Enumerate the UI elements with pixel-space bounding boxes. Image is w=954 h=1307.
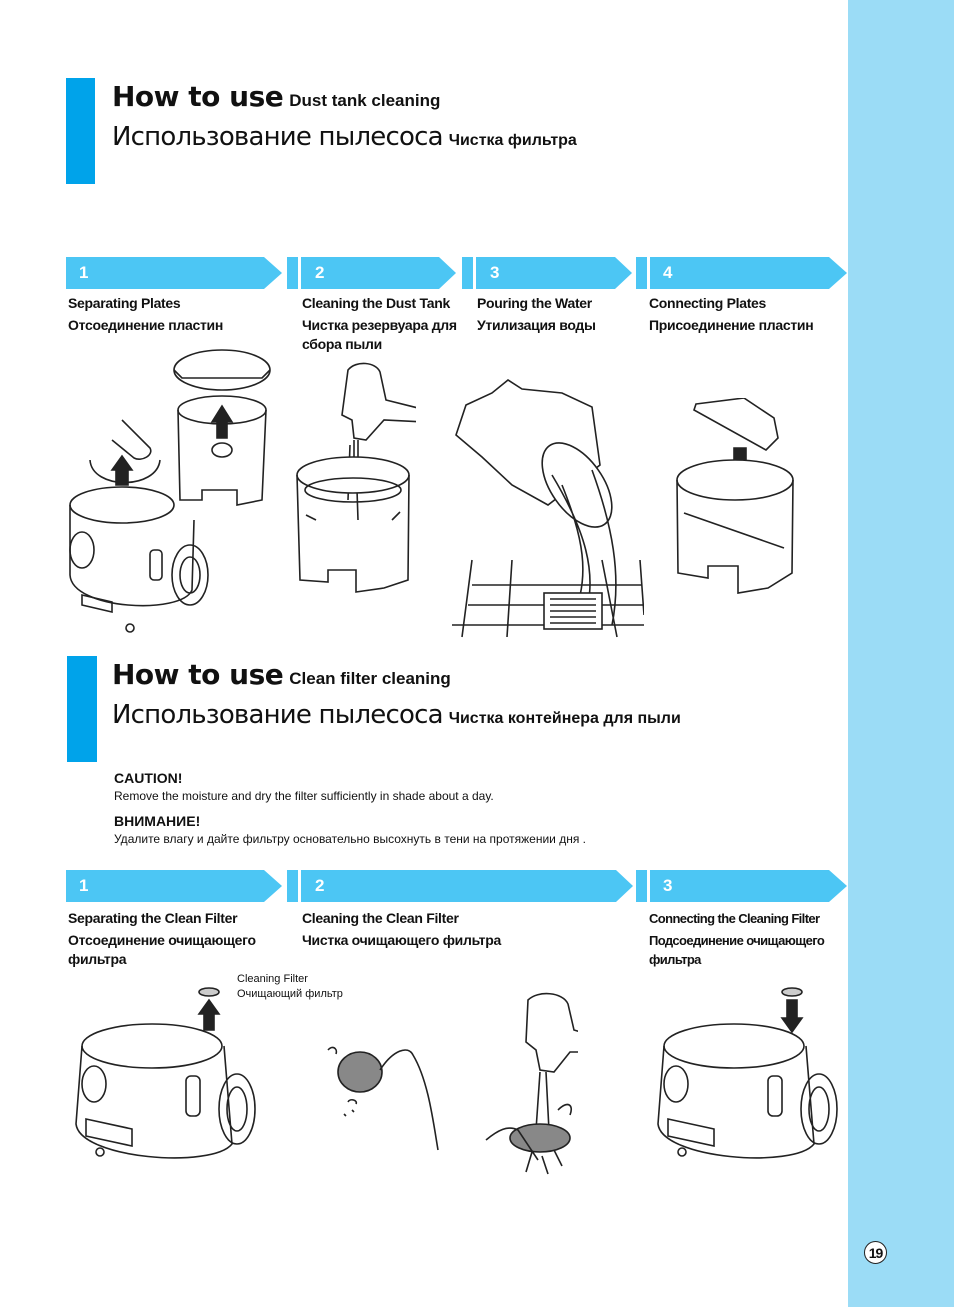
caption-en: Pouring the Water — [477, 295, 592, 311]
illustration-connecting-filter — [652, 984, 844, 1174]
s1-step-2-caption — [302, 294, 462, 354]
s1-step-4-banner — [636, 257, 847, 289]
section2-title-en — [112, 658, 451, 691]
s1-step-1-banner — [66, 257, 282, 289]
step-number: 1 — [79, 263, 89, 282]
illustration-pouring-water — [452, 375, 644, 640]
howto-heading: How to use — [112, 658, 284, 691]
step-number: 2 — [315, 263, 325, 282]
illustration-separating-filter — [72, 984, 264, 1174]
section2-subtitle-ru: Чистка контейнера для пыли — [448, 710, 681, 727]
step-number: 2 — [315, 876, 325, 895]
caption-ru: Отсоединение очищающего фильтра — [68, 932, 256, 967]
caution-ru-block — [114, 813, 586, 846]
step-number: 1 — [79, 876, 89, 895]
howto-heading: How to use — [112, 80, 284, 113]
section2-accent-bar — [67, 656, 97, 762]
illustration-cleaning-tank — [296, 360, 416, 615]
caption-ru: Чистка очищающего фильтра — [302, 932, 501, 948]
caption-en: Connecting the Cleaning Filter — [649, 911, 820, 926]
caution-heading: CAUTION! — [114, 770, 183, 786]
s2-step-3-caption — [649, 909, 845, 969]
caution-text: Remove the moisture and dry the filter sufficiently in shade about a day. — [114, 789, 494, 803]
s1-step-3-banner — [462, 257, 632, 289]
s2-step-1-banner — [66, 870, 282, 902]
s2-step-1-caption — [68, 909, 283, 969]
caption-en: Cleaning the Dust Tank — [302, 295, 450, 311]
filter-label-en: Cleaning Filter — [237, 973, 308, 985]
s2-step-2-caption — [302, 909, 622, 950]
caption-ru: Отсоединение пластин — [68, 317, 224, 333]
section1-subtitle-en: Dust tank cleaning — [289, 91, 441, 110]
illustration-separating-plates — [62, 340, 287, 635]
page-number: 19 — [864, 1241, 887, 1264]
section1-title-en — [112, 80, 440, 113]
caution-text: Удалите влагу и дайте фильтру основательно высохнуть в тени на протяжении дня . — [114, 832, 586, 846]
caption-en: Separating Plates — [68, 295, 181, 311]
step-number: 4 — [663, 263, 673, 282]
s1-step-1-caption — [68, 294, 278, 335]
caution-en-block — [114, 770, 494, 803]
step-number: 3 — [490, 263, 500, 282]
ru-heading: Использование пылесоса — [112, 700, 443, 730]
caption-en: Separating the Clean Filter — [68, 910, 238, 926]
illustration-cleaning-filter — [318, 990, 578, 1180]
caution-heading: ВНИМАНИЕ! — [114, 813, 201, 829]
s1-step-3-caption — [477, 294, 637, 335]
s2-step-2-banner — [287, 870, 633, 902]
caption-ru: Чистка резервуара для сбора пыли — [302, 317, 457, 352]
s1-step-4-caption — [649, 294, 844, 335]
section2-subtitle-en: Clean filter cleaning — [289, 669, 451, 688]
section1-subtitle-ru: Чистка фильтра — [448, 132, 577, 149]
s1-step-2-banner — [287, 257, 456, 289]
filter-label-ru: Очищающий фильтр — [237, 988, 343, 1000]
caption-ru: Утилизация воды — [477, 317, 596, 333]
step-number: 3 — [663, 876, 673, 895]
caption-en: Connecting Plates — [649, 295, 767, 311]
illustration-connecting-plates — [674, 398, 796, 613]
s2-step-3-banner — [636, 870, 847, 902]
section1-accent-bar — [66, 78, 95, 184]
caption-ru: Подсоединение очищающего фильтра — [649, 933, 825, 967]
caption-en: Cleaning the Clean Filter — [302, 910, 459, 926]
section1-title-ru — [112, 122, 577, 152]
side-color-strip — [848, 0, 954, 1307]
ru-heading: Использование пылесоса — [112, 122, 443, 152]
caption-ru: Присоединение пластин — [649, 317, 814, 333]
section2-title-ru — [112, 700, 681, 730]
